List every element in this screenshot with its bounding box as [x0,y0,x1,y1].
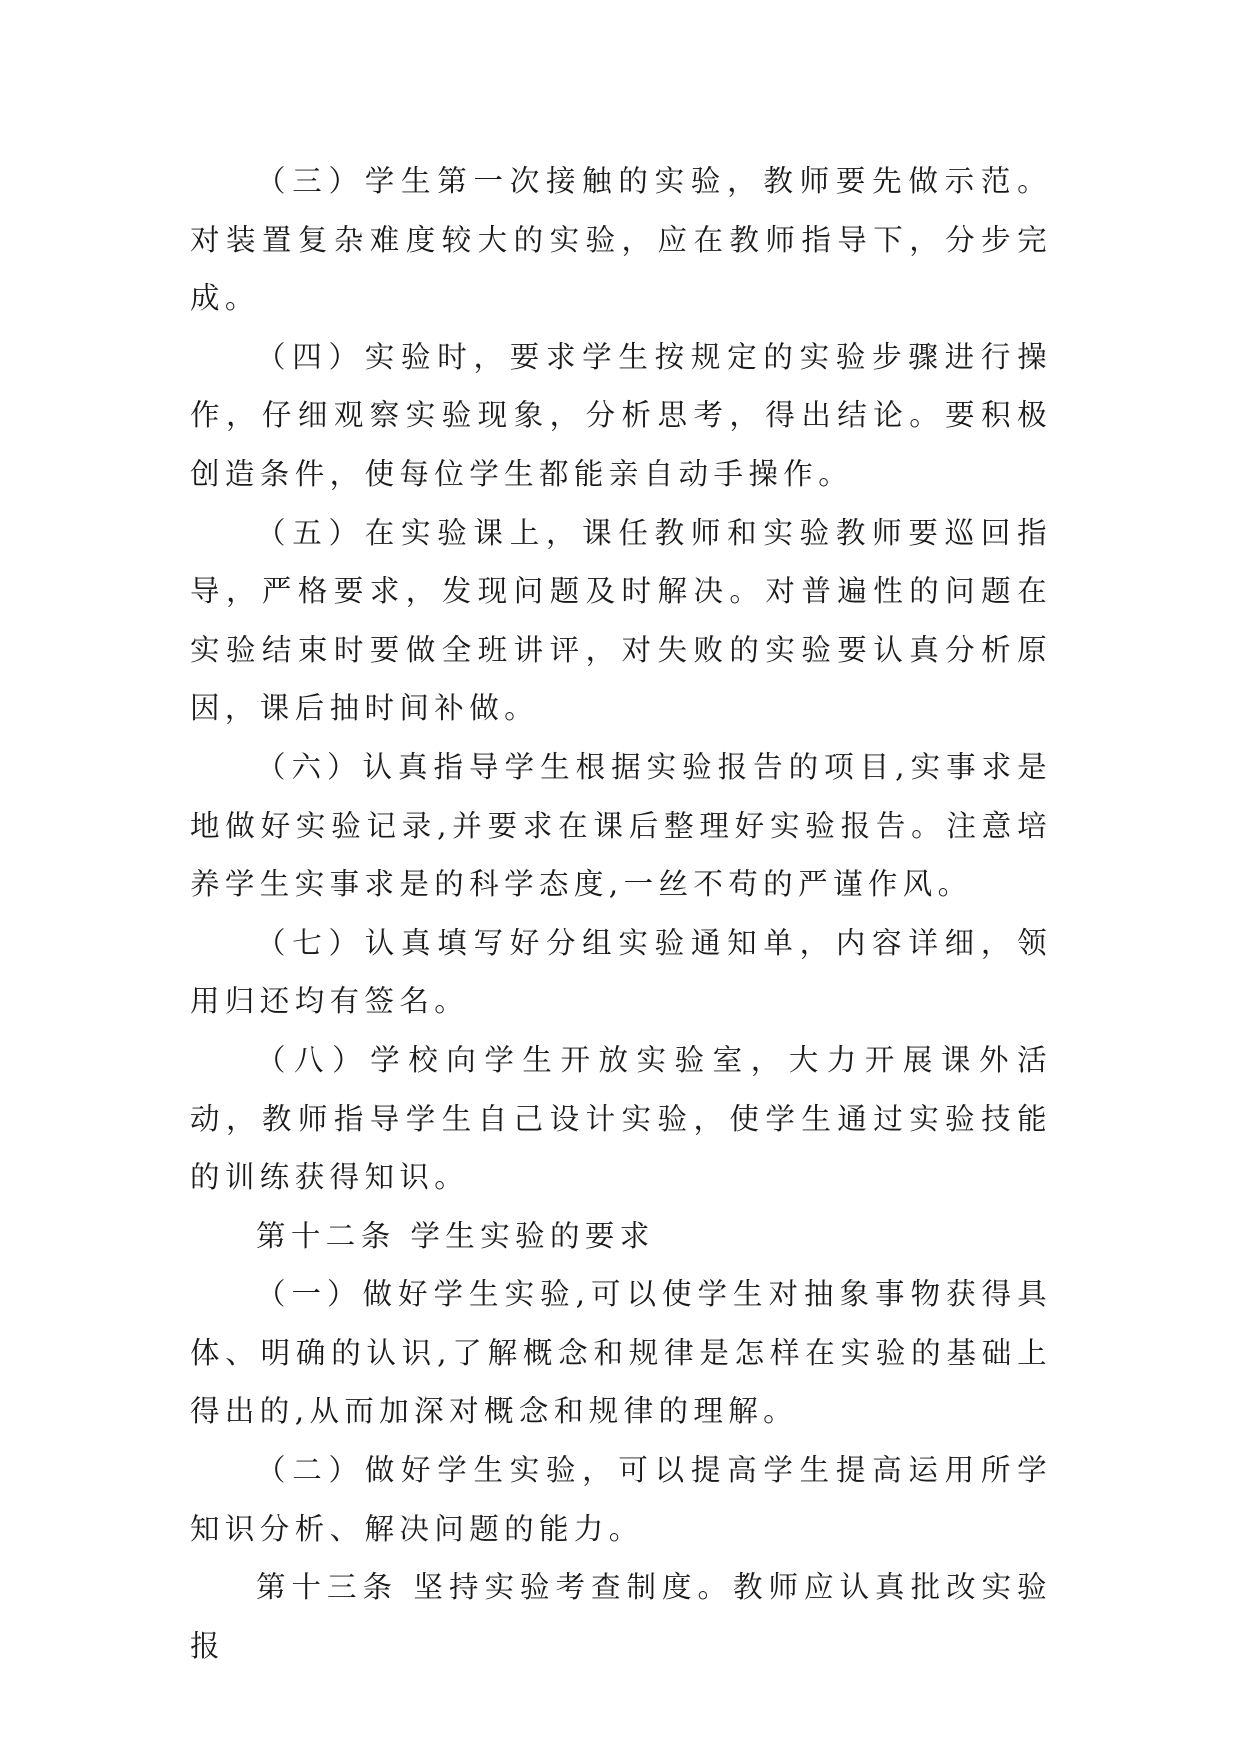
paragraph-item-7: （七）认真填写好分组实验通知单，内容详细，领用归还均有签名。 [190,925,1052,1019]
paragraph-item-8: （八）学校向学生开放实验室，大力开展课外活动，教师指导学生自己设计实验，使学生通过实验技能的训练获得知识。 [190,1042,1052,1195]
paragraph-item-1: （一）做好学生实验,可以使学生对抽象事物获得具体、明确的认识,了解概念和规律是怎样在实验的基础上得出的,从而加深对概念和规律的理解。 [190,1277,1052,1429]
article-13-paragraph: 第十三条 坚持实验考查制度。教师应认真批改实验报 [190,1570,1052,1663]
paragraph-item-6: （六）认真指导学生根据实验报告的项目,实事求是地做好实验记录,并要求在课后整理好实验报告。注意培养学生实事求是的科学态度,一丝不苟的严谨作风。 [190,749,1052,902]
paragraph-item-3: （三）学生第一次接触的实验，教师要先做示范。对装置复杂难度较大的实验，应在教师指导下，分步完成。 [190,164,1052,316]
paragraph-item-2: （二）做好学生实验，可以提高学生提高运用所学知识分析、解决问题的能力。 [190,1453,1052,1546]
document-body [190,152,1052,1675]
paragraph-item-5: （五）在实验课上，课任教师和实验教师要巡回指导，严格要求，发现问题及时解决。对普遍性的问题在实验结束时要做全班讲评，对失败的实验要认真分析原因，课后抽时间补做。 [190,515,1052,726]
paragraph-item-4: （四）实验时，要求学生按规定的实验步骤进行操作，仔细观察实验现象，分析思考，得出结论。要积极创造条件，使每位学生都能亲自动手操作。 [190,339,1052,491]
article-12-heading: 第十二条 学生实验的要求 [256,1218,655,1253]
